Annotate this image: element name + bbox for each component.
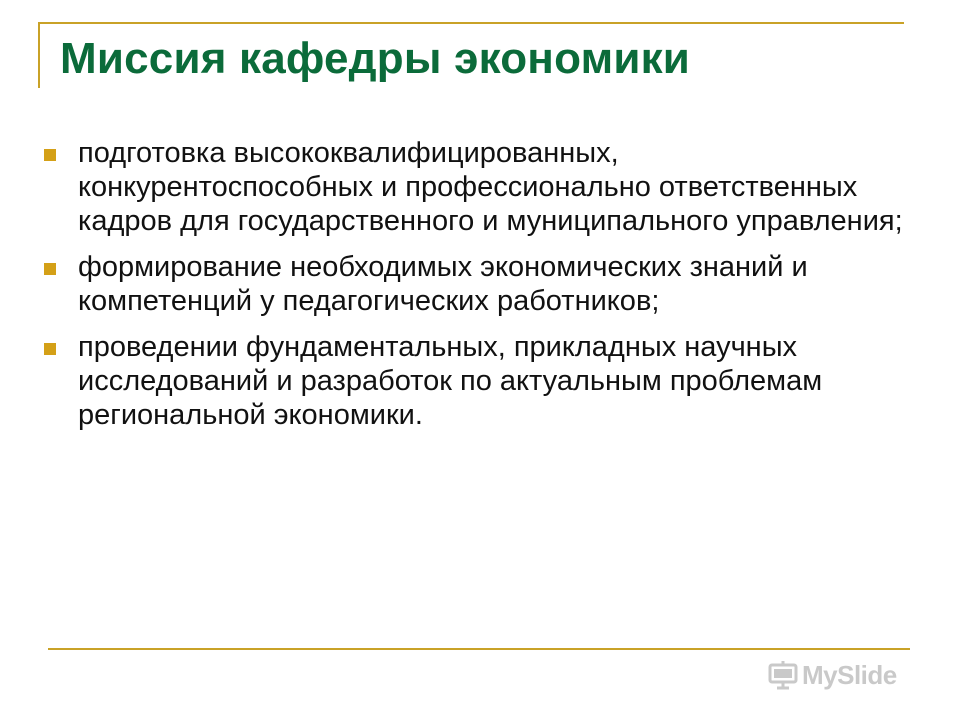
- bullet-item: [44, 250, 904, 318]
- bullet-text: подготовка высококвалифицированных, конкурентоспособных и профессионально ответственных кадров для государственного и муниципального управления;: [78, 137, 903, 237]
- bottom-rule: [48, 648, 910, 650]
- bullet-text: проведении фундаментальных, прикладных научных исследований и разработок по актуальным проблемам региональной экономики.: [78, 331, 823, 431]
- square-bullet-icon: [44, 149, 56, 161]
- bullet-list: [44, 136, 904, 444]
- left-frame-stub: [38, 22, 40, 88]
- bullet-item: [44, 136, 904, 238]
- square-bullet-icon: [44, 343, 56, 355]
- top-rule: [38, 22, 904, 24]
- bullet-item: [44, 330, 904, 432]
- slide-title: Миссия кафедры экономики: [60, 34, 691, 83]
- presentation-board-icon: [768, 660, 798, 690]
- watermark: [768, 660, 897, 690]
- square-bullet-icon: [44, 263, 56, 275]
- bullet-text: формирование необходимых экономических знаний и компетенций у педагогических работников;: [78, 251, 808, 317]
- watermark-text: MySlide: [802, 659, 897, 690]
